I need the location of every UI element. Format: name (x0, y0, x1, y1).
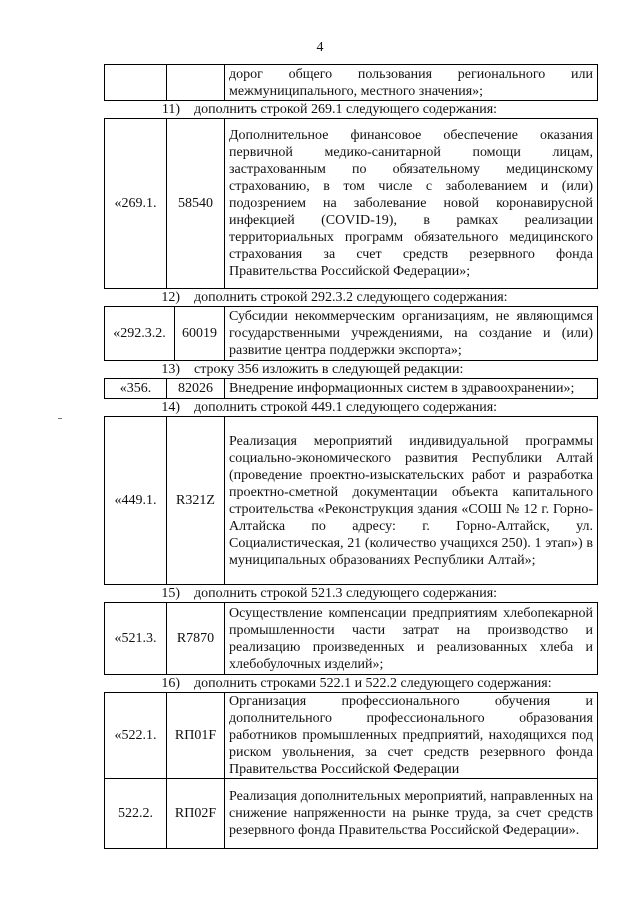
row-code: «521.3. (105, 603, 167, 675)
row-text: Субсидии некоммерческим организациям, не являющимся государственными учреждениями, на создание и (или) развитие центра поддержки экспорта»; (225, 307, 598, 361)
amendment-table (104, 602, 598, 675)
instruction-number: 11) (161, 102, 180, 117)
row-number: RП01F (167, 693, 225, 779)
table-row (105, 307, 598, 361)
row-code: 522.2. (105, 779, 167, 849)
instruction-text: дополнить строкой 269.1 следующего содержания: (194, 102, 498, 117)
amendments-table (104, 64, 598, 849)
row-text: Организация профессионального обучения и дополнительного профессионального образования работников промышленных предприятий, находящихся под риском увольнения, за счет средств резервного фонда Правительства Российской Федерации (225, 693, 598, 779)
instruction-text: дополнить строкой 292.3.2 следующего содержания: (194, 290, 508, 305)
instruction-number: 14) (161, 400, 180, 415)
row-text: Внедрение информационных систем в здравоохранении»; (225, 379, 598, 399)
row-number: 60019 (175, 307, 225, 361)
instruction-text: дополнить строкой 449.1 следующего содержания: (194, 400, 498, 415)
instruction-number: 13) (161, 362, 180, 377)
instruction-text: дополнить строкой 521.3 следующего содержания: (194, 586, 498, 601)
amendment-instruction (104, 289, 598, 306)
row-text: Осуществление компенсации предприятиям хлебопекарной промышленности части затрат на производство и реализацию произведенных и реализованных хлеба и хлебобулочных изделий»; (225, 603, 598, 675)
amendment-instruction (104, 101, 598, 118)
row-text: дорог общего пользования регионального или межмуниципального, местного значения»; (225, 65, 598, 101)
table-row (105, 603, 598, 675)
row-number: R7870 (167, 603, 225, 675)
page-number: 4 (316, 40, 324, 55)
instruction-text: дополнить строками 522.1 и 522.2 следующего содержания: (194, 676, 552, 691)
row-number (167, 65, 225, 101)
row-code: «522.1. (105, 693, 167, 779)
amendment-blocks (104, 101, 598, 849)
amendment-instruction (104, 675, 598, 692)
amendment-table (104, 118, 598, 289)
row-number: 82026 (167, 379, 225, 399)
row-code: «292.3.2. (105, 307, 175, 361)
amendment-instruction (104, 585, 598, 602)
row-text: Дополнительное финансовое обеспечение оказания первичной медико-санитарной помощи лицам, застрахованным по обязательному медицинскому страхованию, в том числе с заболеванием и (или) подозрением на заболевание новой коронавирусной инфекцией (COVID-19), в рамках реализации территориальных программ обязательного медицинского страхования за счет средств резервного фонда Правительства Российской Федерации»; (225, 119, 598, 289)
amendment-table (104, 378, 598, 399)
instruction-number: 16) (161, 676, 180, 691)
table-row (105, 119, 598, 289)
amendment-table (104, 692, 598, 849)
table-row (105, 779, 598, 849)
row-code: «356. (105, 379, 167, 399)
row-code: «449.1. (105, 417, 167, 585)
table-row (105, 693, 598, 779)
instruction-number: 15) (161, 586, 180, 601)
table-row (105, 65, 598, 101)
stray-mark (58, 418, 62, 419)
row-number: R321Z (167, 417, 225, 585)
row-text: Реализация дополнительных мероприятий, направленных на снижение напряженности на рынке труда, за счет средств резервного фонда Правительства Российской Федерации». (225, 779, 598, 849)
instruction-number: 12) (161, 290, 180, 305)
row-text: Реализация мероприятий индивидуальной программы социально-экономического развития Республики Алтай (проведение проектно-изыскательских работ и разработка проектно-сметной документации объекта капитального строительства «Реконструкция здания «СОШ № 12 г. Горно-Алтайска по адресу: г. Горно-Алтайск, ул. Социалистическая, 21 (количество учащихся 250). 1 этап») в муниципальных образованиях Республики Алтай»; (225, 417, 598, 585)
amendment-table (104, 416, 598, 585)
row-number: 58540 (167, 119, 225, 289)
instruction-text: строку 356 изложить в следующей редакции: (194, 362, 464, 377)
table-row (105, 417, 598, 585)
row-code: «269.1. (105, 119, 167, 289)
continuation-table (104, 64, 598, 101)
row-code (105, 65, 167, 101)
row-number: RП02F (167, 779, 225, 849)
table-row (105, 379, 598, 399)
amendment-instruction (104, 399, 598, 416)
amendment-table (104, 306, 598, 361)
amendment-instruction (104, 361, 598, 378)
